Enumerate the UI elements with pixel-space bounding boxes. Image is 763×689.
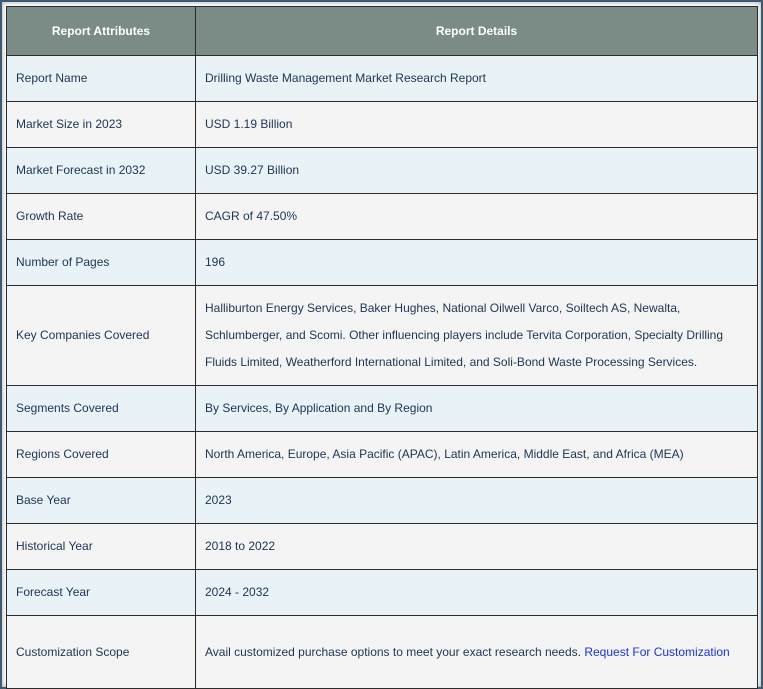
customization-text: Avail customized purchase options to meet your exact research needs. bbox=[205, 644, 581, 659]
row-details: North America, Europe, Asia Pacific (APAC), Latin America, Middle East, and Africa (MEA) bbox=[196, 432, 758, 478]
report-attributes-table bbox=[6, 6, 758, 689]
table-row bbox=[7, 432, 758, 478]
header-report-details: Report Details bbox=[196, 7, 758, 56]
table-row bbox=[7, 194, 758, 240]
table-row bbox=[7, 478, 758, 524]
row-attribute: Base Year bbox=[7, 478, 196, 524]
request-customization-link[interactable]: Request For Customization bbox=[584, 644, 730, 659]
table-row bbox=[7, 386, 758, 432]
row-details: USD 39.27 Billion bbox=[196, 148, 758, 194]
row-attribute: Growth Rate bbox=[7, 194, 196, 240]
table-row bbox=[7, 148, 758, 194]
table-row bbox=[7, 570, 758, 616]
row-details-customization bbox=[196, 616, 758, 689]
row-attribute: Number of Pages bbox=[7, 240, 196, 286]
row-details: 2024 - 2032 bbox=[196, 570, 758, 616]
row-attribute: Segments Covered bbox=[7, 386, 196, 432]
row-attribute: Report Name bbox=[7, 56, 196, 102]
row-details: 2023 bbox=[196, 478, 758, 524]
row-attribute: Market Size in 2023 bbox=[7, 102, 196, 148]
row-attribute: Forecast Year bbox=[7, 570, 196, 616]
row-details: 196 bbox=[196, 240, 758, 286]
table-row bbox=[7, 616, 758, 689]
table-row bbox=[7, 56, 758, 102]
row-details: Drilling Waste Management Market Research Report bbox=[196, 56, 758, 102]
row-details: CAGR of 47.50% bbox=[196, 194, 758, 240]
table-row bbox=[7, 102, 758, 148]
row-details: Halliburton Energy Services, Baker Hughes, National Oilwell Varco, Soiltech AS, Newalta, Schlumberger, and Scomi. Other influencing players include Tervita Corporation, Specialty Drilling Fluids Limited, Weatherford International Limited, and Soli-Bond Waste Processing Services. bbox=[196, 286, 758, 386]
row-details: USD 1.19 Billion bbox=[196, 102, 758, 148]
row-attribute: Regions Covered bbox=[7, 432, 196, 478]
table-row bbox=[7, 286, 758, 386]
row-attribute: Key Companies Covered bbox=[7, 286, 196, 386]
row-attribute: Market Forecast in 2032 bbox=[7, 148, 196, 194]
row-attribute: Historical Year bbox=[7, 524, 196, 570]
header-report-attributes: Report Attributes bbox=[7, 7, 196, 56]
table-header-row bbox=[7, 7, 758, 56]
row-details: By Services, By Application and By Region bbox=[196, 386, 758, 432]
table-row bbox=[7, 240, 758, 286]
row-details: 2018 to 2022 bbox=[196, 524, 758, 570]
table-row bbox=[7, 524, 758, 570]
row-attribute: Customization Scope bbox=[7, 616, 196, 689]
